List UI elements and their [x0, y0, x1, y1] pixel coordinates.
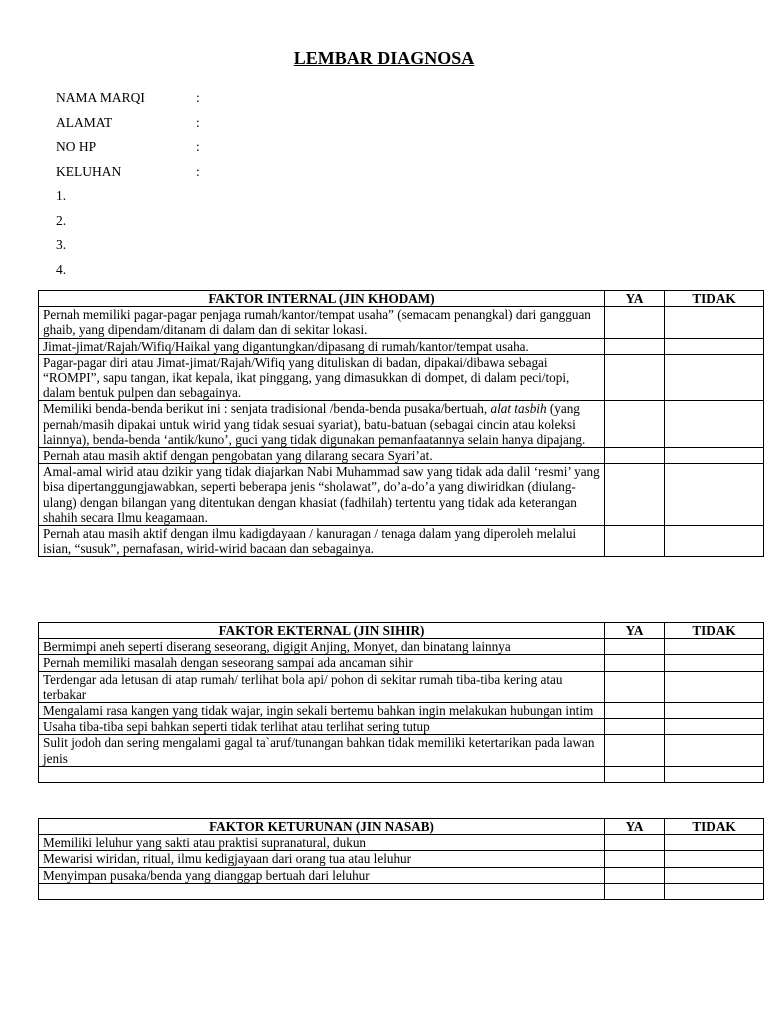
- question-text: Terdengar ada letusan di atap rumah/ terlihat bola api/ pohon di sekitar rumah tiba-tiba kering atau terbakar: [39, 671, 605, 702]
- field-label: ALAMAT: [56, 114, 113, 130]
- question-text: Jimat-jimat/Rajah/Wifiq/Haikal yang digantungkan/dipasang di rumah/kantor/tempat usaha.: [39, 338, 605, 354]
- tidak-checkbox-cell[interactable]: [665, 354, 764, 401]
- question-text: Bermimpi aneh seperti diserang seseorang, digigit Anjing, Monyet, dan binatang lainnya: [39, 639, 605, 655]
- tidak-header: TIDAK: [665, 291, 764, 307]
- question-text: Amal-amal wirid atau dzikir yang tidak diajarkan Nabi Muhammad saw yang tidak ada dalil ‘resmi’ yang bisa dipertanggungjawabkan, seperti beberapa jenis “sholawat”, do’a-do’a yang diwiridkan (diulang-ulang) dengan bilangan yang ditentukan dengan khasiat (fadhilah) tertentu yang tidak ada keterangan shahih secara Ilmu keagamaan.: [39, 464, 605, 526]
- table-row-blank: [39, 766, 764, 782]
- ya-checkbox-cell[interactable]: [605, 448, 665, 464]
- question-text: Sulit jodoh dan sering mengalami gagal ta`aruf/tunangan bahkan tidak memiliki ketertarikan pada lawan jenis: [39, 735, 605, 766]
- table-faktor-internal: [38, 290, 764, 557]
- field-keluhan[interactable]: [56, 164, 200, 189]
- question-text: Pernah memiliki pagar-pagar penjaga rumah/kantor/tempat usaha” (semacam penangkal) dari gangguan ghaib, yang dipendam/ditanam di dalam dan di sekitar lokasi.: [39, 307, 605, 338]
- complaint-list: [56, 188, 66, 287]
- ya-header: YA: [605, 819, 665, 835]
- table-header-row: [39, 819, 764, 835]
- table-row: [39, 338, 764, 354]
- field-alamat[interactable]: [56, 115, 200, 140]
- complaint-item[interactable]: 2.: [56, 212, 67, 228]
- ya-checkbox-cell[interactable]: [605, 867, 665, 883]
- table-faktor-eksternal: [38, 622, 764, 783]
- table-row: [39, 464, 764, 526]
- table-row: [39, 867, 764, 883]
- table-row: [39, 851, 764, 867]
- ya-checkbox-cell[interactable]: [605, 655, 665, 671]
- ya-header: YA: [605, 623, 665, 639]
- ya-checkbox-cell[interactable]: [605, 354, 665, 401]
- table-row: [39, 703, 764, 719]
- tidak-checkbox-cell[interactable]: [665, 448, 764, 464]
- question-text: Pernah atau masih aktif dengan ilmu kadigdayaan / kanuragan / tenaga dalam yang diperoleh melalui isian, “susuk”, pernafasan, wirid-wirid bacaan dan sebagainya.: [39, 526, 605, 557]
- tidak-checkbox-cell[interactable]: [665, 526, 764, 557]
- question-text: Mengalami rasa kangen yang tidak wajar, ingin sekali bertemu bahkan ingin melakukan hubungan intim: [39, 703, 605, 719]
- table-header-row: [39, 291, 764, 307]
- ya-checkbox-cell[interactable]: [605, 639, 665, 655]
- field-separator: :: [196, 90, 200, 105]
- ya-checkbox-cell[interactable]: [605, 735, 665, 766]
- ya-checkbox-cell[interactable]: [605, 464, 665, 526]
- tidak-checkbox-cell[interactable]: [665, 338, 764, 354]
- table-row: [39, 671, 764, 702]
- table-faktor-keturunan: [38, 818, 764, 900]
- tidak-checkbox-cell[interactable]: [665, 639, 764, 655]
- table-row: [39, 307, 764, 338]
- question-text: Pernah atau masih aktif dengan pengobatan yang dilarang secara Syari’at.: [39, 448, 605, 464]
- blank-cell[interactable]: [39, 883, 605, 899]
- tidak-checkbox-cell[interactable]: [665, 867, 764, 883]
- question-text: Memiliki leluhur yang sakti atau praktisi supranatural, dukun: [39, 835, 605, 851]
- question-text-italic: alat tasbih: [490, 401, 547, 417]
- field-no-hp[interactable]: [56, 139, 200, 164]
- ya-checkbox-cell[interactable]: [605, 851, 665, 867]
- tidak-header: TIDAK: [665, 623, 764, 639]
- blank-cell[interactable]: [39, 766, 605, 782]
- tidak-checkbox-cell[interactable]: [665, 671, 764, 702]
- ya-header: YA: [605, 291, 665, 307]
- ya-checkbox-cell[interactable]: [605, 307, 665, 338]
- tidak-checkbox-cell[interactable]: [665, 655, 764, 671]
- tidak-checkbox-cell[interactable]: [665, 703, 764, 719]
- tidak-checkbox-cell[interactable]: [665, 464, 764, 526]
- table-row: [39, 354, 764, 401]
- question-text: Pernah memiliki masalah dengan seseorang sampai ada ancaman sihir: [39, 655, 605, 671]
- table-row: [39, 401, 764, 448]
- field-label: KELUHAN: [56, 164, 122, 180]
- question-text: Mewarisi wiridan, ritual, ilmu kedigjayaan dari orang tua atau leluhur: [39, 851, 605, 867]
- table-row: [39, 526, 764, 557]
- table-row: [39, 835, 764, 851]
- ya-checkbox-cell[interactable]: [605, 526, 665, 557]
- table-row: [39, 735, 764, 766]
- tidak-checkbox-cell[interactable]: [665, 766, 764, 782]
- table-row: [39, 719, 764, 735]
- tidak-checkbox-cell[interactable]: [665, 835, 764, 851]
- tidak-header: TIDAK: [665, 819, 764, 835]
- table-header: FAKTOR INTERNAL (JIN KHODAM): [39, 291, 605, 307]
- tidak-checkbox-cell[interactable]: [665, 401, 764, 448]
- field-label: NAMA MARQI: [56, 90, 145, 105]
- table-row: [39, 655, 764, 671]
- ya-checkbox-cell[interactable]: [605, 401, 665, 448]
- page-title: LEMBAR DIAGNOSA: [293, 48, 475, 68]
- complaint-item[interactable]: 3.: [56, 237, 67, 253]
- table-row-blank: [39, 883, 764, 899]
- question-text-part: Memiliki benda-benda berikut ini : senjata tradisional /benda-benda pusaka/bertuah,: [43, 401, 491, 417]
- complaint-item[interactable]: 4.: [56, 262, 67, 278]
- ya-checkbox-cell[interactable]: [605, 766, 665, 782]
- tidak-checkbox-cell[interactable]: [665, 735, 764, 766]
- ya-checkbox-cell[interactable]: [605, 703, 665, 719]
- ya-checkbox-cell[interactable]: [605, 719, 665, 735]
- identity-fields: [56, 90, 200, 189]
- question-text-part: (yang pernah/masih dipakai untuk wirid yang tidak sesuai syariat), batu-batuan (sebagai cincin atau koleksi lainnya), benda-benda ‘antik/kuno’, guci yang tidak digunakan pemanfaatannya selain hanya dipajang.: [43, 401, 586, 447]
- tidak-checkbox-cell[interactable]: [665, 851, 764, 867]
- question-text: [39, 401, 605, 448]
- tidak-checkbox-cell[interactable]: [665, 883, 764, 899]
- field-separator: :: [196, 114, 200, 130]
- ya-checkbox-cell[interactable]: [605, 835, 665, 851]
- table-header-row: [39, 623, 764, 639]
- table-row: [39, 448, 764, 464]
- field-label: NO HP: [56, 139, 97, 155]
- table-header: FAKTOR EKTERNAL (JIN SIHIR): [39, 623, 605, 639]
- complaint-item[interactable]: 1.: [56, 188, 67, 203]
- question-text: Pagar-pagar diri atau Jimat-jimat/Rajah/Wifiq yang dituliskan di badan, dipakai/dibawa sebagai “ROMPI”, sapu tangan, ikat kepala, ikat pinggang, yang dimasukkan di dompet, di dalam peci/topi, dalam bentuk pulpen dan sebagainya.: [39, 354, 605, 401]
- ya-checkbox-cell[interactable]: [605, 883, 665, 899]
- table-header: FAKTOR KETURUNAN (JIN NASAB): [39, 819, 605, 835]
- field-separator: :: [196, 164, 200, 180]
- field-separator: :: [196, 139, 200, 155]
- tidak-checkbox-cell[interactable]: [665, 307, 764, 338]
- question-text: Usaha tiba-tiba sepi bahkan seperti tidak terlihat atau terlihat sering tutup: [39, 719, 605, 735]
- ya-checkbox-cell[interactable]: [605, 338, 665, 354]
- table-row: [39, 639, 764, 655]
- question-text: Menyimpan pusaka/benda yang dianggap bertuah dari leluhur: [39, 867, 605, 883]
- field-nama-marqi[interactable]: [56, 90, 200, 115]
- ya-checkbox-cell[interactable]: [605, 671, 665, 702]
- tidak-checkbox-cell[interactable]: [665, 719, 764, 735]
